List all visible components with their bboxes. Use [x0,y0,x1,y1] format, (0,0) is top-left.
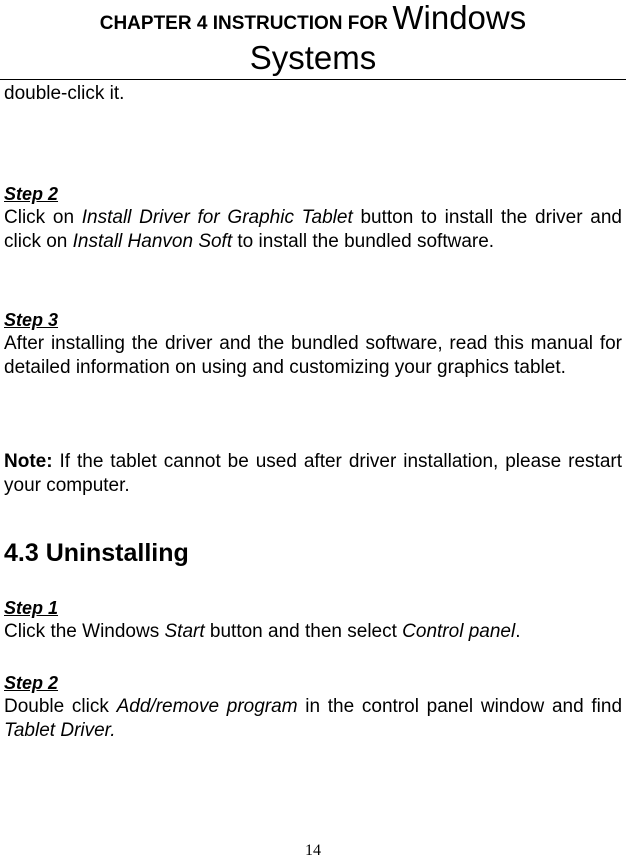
text-run: . [515,621,521,642]
text-run: button to install the driver and click on [4,207,622,252]
emphasis-run: Install Driver for Graphic Tablet [81,207,353,228]
page-number: 14 [305,842,321,859]
chapter-title-large: Windows [392,0,527,36]
emphasis-run: Add/remove program [116,696,298,717]
text-run: in the control panel window and find [297,696,623,717]
text-run: Click on [4,207,82,228]
emphasis-run: Start [164,621,205,642]
chapter-title-line1 [0,1,626,42]
emphasis-run: Tablet Driver. [4,720,116,741]
uninstall-step-1 [4,596,622,644]
install-step-3 [4,308,622,380]
install-step-2 [4,182,622,254]
step-label: Step 1 [4,598,59,618]
text-run: to install the bundled software. [232,231,495,252]
chapter-header [0,0,626,80]
section-heading: 4.3 Uninstalling [4,539,189,567]
step-label: Step 2 [4,184,59,204]
chapter-title-bold: CHAPTER 4 INSTRUCTION FOR [99,13,388,34]
emphasis-run: Install Hanvon Soft [72,231,233,252]
chapter-title-line2: Systems [249,39,377,76]
uninstall-step-2 [4,671,622,743]
step-text [4,695,622,743]
text-run: button and then select [204,621,403,642]
text-run: Click the Windows [4,621,165,642]
note-paragraph [4,450,622,498]
step-label: Step 2 [4,673,59,693]
step-label: Step 3 [4,310,59,330]
intro-paragraph: double-click it. [4,83,125,104]
text-run: Double click [4,696,117,717]
emphasis-run: Control panel [402,621,516,642]
note-label: Note: [4,451,53,472]
step-text: After installing the driver and the bundled software, read this manual for detailed information on using and customizing your graphics tablet. [4,333,622,378]
step-text [4,206,622,254]
step-text [4,620,622,644]
note-text: If the tablet cannot be used after driver installation, please restart your computer. [4,451,622,496]
